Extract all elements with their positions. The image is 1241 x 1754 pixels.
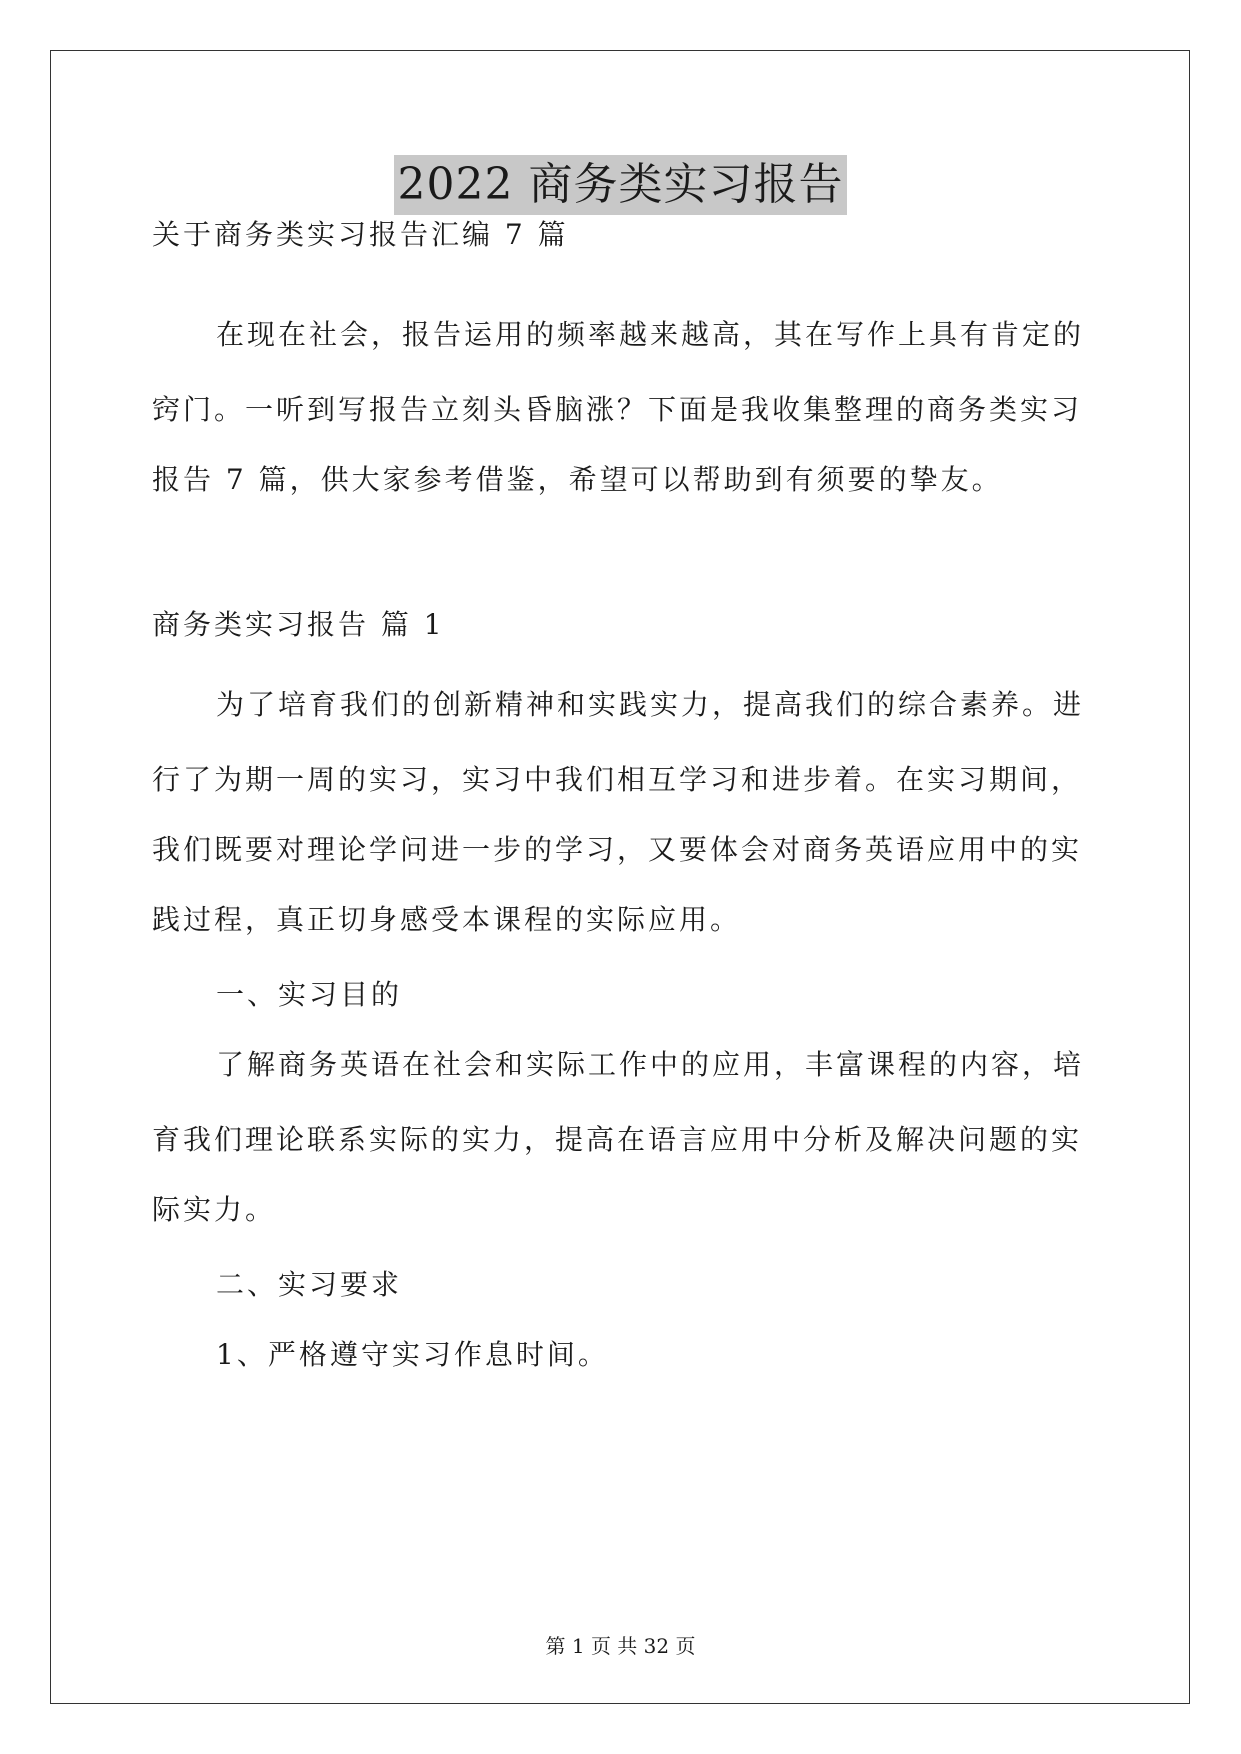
subheading: 一、实习目的	[216, 978, 403, 1011]
paragraph-line: 际实力。	[152, 1193, 277, 1226]
paragraph-line: 育我们理论联系实际的实力，提高在语言应用中分析及解决问题的实	[152, 1123, 1083, 1156]
subheading: 二、实习要求	[216, 1268, 403, 1301]
paragraph-line: 践过程，真正切身感受本课程的实际应用。	[152, 903, 742, 936]
paragraph-line: 了解商务英语在社会和实际工作中的应用，丰富课程的内容，培	[216, 1048, 1085, 1081]
intro-line: 在现在社会，报告运用的频率越来越高，其在写作上具有肯定的	[216, 318, 1085, 351]
intro-line: 窍门。一听到写报告立刻头昏脑涨？下面是我收集整理的商务类实习	[152, 393, 1083, 426]
paragraph-line: 为了培育我们的创新精神和实践实力，提高我们的综合素养。进	[216, 688, 1085, 721]
list-item: 1、严格遵守实习作息时间。	[216, 1338, 609, 1371]
section-heading: 商务类实习报告 篇 1	[152, 608, 445, 641]
document-title: 2022 商务类实习报告	[394, 155, 848, 215]
document-subtitle: 关于商务类实习报告汇编 7 篇	[152, 218, 569, 251]
page-number: 第 1 页 共 32 页	[545, 1634, 696, 1658]
paragraph-line: 我们既要对理论学问进一步的学习，又要体会对商务英语应用中的实	[152, 833, 1083, 866]
page-border	[50, 50, 1190, 1704]
title-container	[0, 155, 1241, 215]
intro-line: 报告 7 篇，供大家参考借鉴，希望可以帮助到有须要的挚友。	[152, 463, 1003, 496]
paragraph-line: 行了为期一周的实习，实习中我们相互学习和进步着。在实习期间，	[152, 763, 1083, 796]
